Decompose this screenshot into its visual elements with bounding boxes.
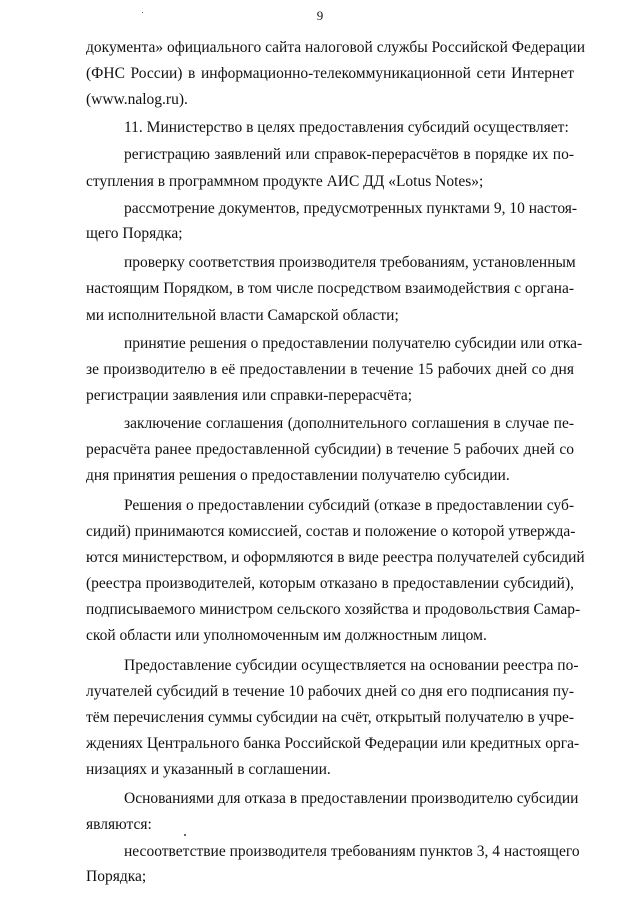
text-line: сидий) принимаются комиссией, состав и положение о которой утвержда- <box>86 523 576 540</box>
text-line: подписываемого министром сельского хозяйства и продовольствия Самар- <box>86 601 581 618</box>
text-line: являются: <box>86 816 152 833</box>
text-line: документа» официального сайта налоговой службы Российской Федерации <box>86 39 585 56</box>
text-line: (реестра производителей, которым отказано в предоставлении субсидий), <box>86 575 574 592</box>
text-line: настоящим Порядком, в том числе посредством взаимодействия с органа- <box>86 280 574 297</box>
text-line: Основаниями для отказа в предоставлении производителю субсидии <box>124 790 579 807</box>
text-line: проверку соответствия производителя требованиям, установленным <box>124 254 576 271</box>
text-line: дня принятия решения о предоставлении получателю субсидии. <box>86 467 510 484</box>
text-line: Предоставление субсидии осуществляется на основании реестра по- <box>124 657 579 674</box>
text-line: Решения о предоставлении субсидий (отказе в предоставлении суб- <box>124 497 574 514</box>
text-line: тём перечисления суммы субсидии на счёт, открытый получателю в учре- <box>86 709 574 726</box>
text-line: (ФНС России) в информационно-телекоммуникационной сети Интернет <box>86 65 574 82</box>
text-line: принятие решения о предоставлении получателю субсидии или отка- <box>124 335 583 352</box>
text-line: Порядка; <box>86 868 147 885</box>
text-line: лучателей субсидий в течение 10 рабочих дней со дня его подписания пу- <box>86 683 574 700</box>
scan-speck <box>184 834 186 836</box>
text-line: ми исполнительной власти Самарской области; <box>86 307 399 324</box>
text-line: регистрации заявления или справки-перерасчёта; <box>86 387 413 404</box>
text-line: (www.nalog.ru). <box>86 91 188 108</box>
text-line: ются министерством, и оформляются в виде реестра получателей субсидий <box>86 549 585 566</box>
text-line: ской области или уполномоченным им должностным лицом. <box>86 627 487 644</box>
text-line: рерасчёта ранее предоставленной субсидии) в течение 5 рабочих дней со <box>86 441 574 458</box>
text-line: ступления в программном продукте АИС ДД «Lotus Notes»; <box>86 173 484 190</box>
text-line: зе производителю в её предоставлении в течение 15 рабочих дней со дня <box>86 361 574 378</box>
text-line: 11. Министерство в целях предоставления субсидий осуществляет: <box>124 119 569 136</box>
text-line: ждениях Центрального банка Российской Федерации или кредитных орга- <box>86 735 580 752</box>
text-line: низациях и указанный в соглашении. <box>86 761 331 778</box>
text-line: щего Порядка; <box>86 225 183 242</box>
text-line: регистрацию заявлений или справок-перерасчётов в порядке их по- <box>124 146 574 163</box>
page-number: 9 <box>316 8 324 23</box>
text-line: рассмотрение документов, предусмотренных пунктами 9, 10 настоя- <box>124 200 578 217</box>
scan-speck <box>142 12 143 13</box>
text-line: заключение соглашения (дополнительного соглашения в случае пе- <box>124 415 574 432</box>
text-line: несоответствие производителя требованиям пунктов 3, 4 настоящего <box>124 843 580 860</box>
